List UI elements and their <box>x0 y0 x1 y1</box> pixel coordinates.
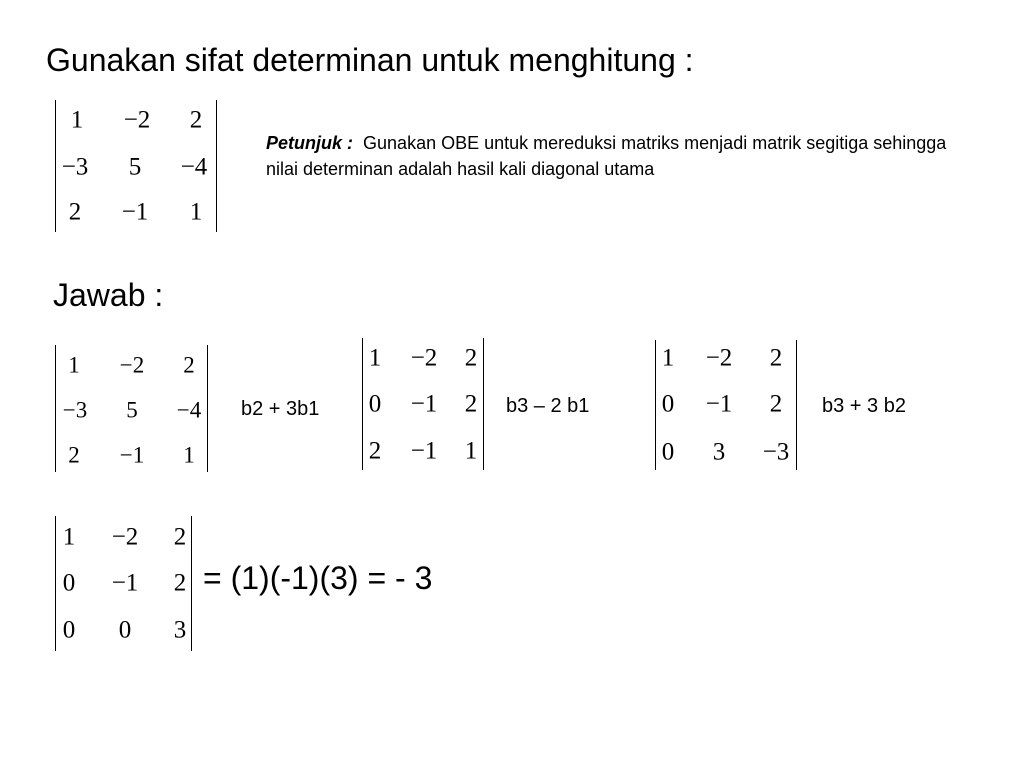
matrix-cell: 1 <box>62 523 76 551</box>
matrix-cell: −3 <box>62 397 88 423</box>
matrix-cell: −2 <box>410 344 438 372</box>
matrix-cell: 2 <box>368 437 382 465</box>
matrix-cell: −1 <box>119 442 145 468</box>
matrix-cell: −1 <box>111 569 139 597</box>
step-1-determinant <box>55 345 208 472</box>
matrix-cell: 0 <box>62 616 76 644</box>
matrix-cell: 0 <box>661 438 675 466</box>
step-2-determinant <box>362 338 484 470</box>
hint-label: Petunjuk : <box>266 133 354 153</box>
operation-label: b2 + 3b1 <box>241 398 320 420</box>
matrix-cell: 1 <box>68 352 80 378</box>
operation-label: b3 – 2 b1 <box>506 395 590 417</box>
matrix-cell: 3 <box>712 438 726 466</box>
matrix-cell: −4 <box>176 397 202 423</box>
matrix-cell: 2 <box>769 390 783 418</box>
matrix-cell: −1 <box>121 198 149 226</box>
matrix-cell: −4 <box>180 153 208 181</box>
matrix-cell: 2 <box>68 442 80 468</box>
matrix-cell: 2 <box>769 344 783 372</box>
matrix-cell: 2 <box>68 198 82 226</box>
matrix-cell: 0 <box>661 390 675 418</box>
matrix-cell: 1 <box>464 437 478 465</box>
matrix-cell: −3 <box>61 153 89 181</box>
matrix-cell: −1 <box>410 437 438 465</box>
matrix-cell: 1 <box>661 344 675 372</box>
matrix-cell: −2 <box>119 352 145 378</box>
hint-body: Gunakan OBE untuk mereduksi matriks menjadi matrik segitiga sehingga nilai determinan adalah hasil kali diagonal utama <box>266 133 947 179</box>
matrix-cell: −1 <box>705 390 733 418</box>
step-3-determinant <box>655 340 797 470</box>
matrix-cell: 2 <box>189 106 203 134</box>
hint-text <box>266 130 966 182</box>
matrix-cell: −2 <box>705 344 733 372</box>
final-determinant <box>55 516 192 651</box>
matrix-cell: 1 <box>368 344 382 372</box>
matrix-cell: 0 <box>62 569 76 597</box>
matrix-cell: 1 <box>189 198 203 226</box>
problem-determinant <box>55 100 217 232</box>
matrix-cell: −1 <box>410 390 438 418</box>
matrix-cell: 2 <box>173 569 187 597</box>
matrix-cell: 3 <box>173 616 187 644</box>
matrix-cell: 2 <box>464 344 478 372</box>
matrix-cell: 0 <box>368 390 382 418</box>
answer-label: Jawab : <box>53 277 164 313</box>
matrix-cell: 2 <box>173 523 187 551</box>
result-expression: = (1)(-1)(3) = - 3 <box>203 560 433 596</box>
matrix-cell: −3 <box>762 438 790 466</box>
matrix-cell: 0 <box>118 616 132 644</box>
matrix-cell: 2 <box>464 390 478 418</box>
matrix-cell: 1 <box>70 106 84 134</box>
matrix-cell: 1 <box>183 442 195 468</box>
slide-title: Gunakan sifat determinan untuk menghitung : <box>46 42 694 78</box>
matrix-cell: −2 <box>123 106 151 134</box>
matrix-cell: 2 <box>183 352 195 378</box>
matrix-cell: 5 <box>128 153 142 181</box>
matrix-cell: 5 <box>126 397 138 423</box>
matrix-cell: −2 <box>111 523 139 551</box>
operation-label: b3 + 3 b2 <box>822 395 906 417</box>
